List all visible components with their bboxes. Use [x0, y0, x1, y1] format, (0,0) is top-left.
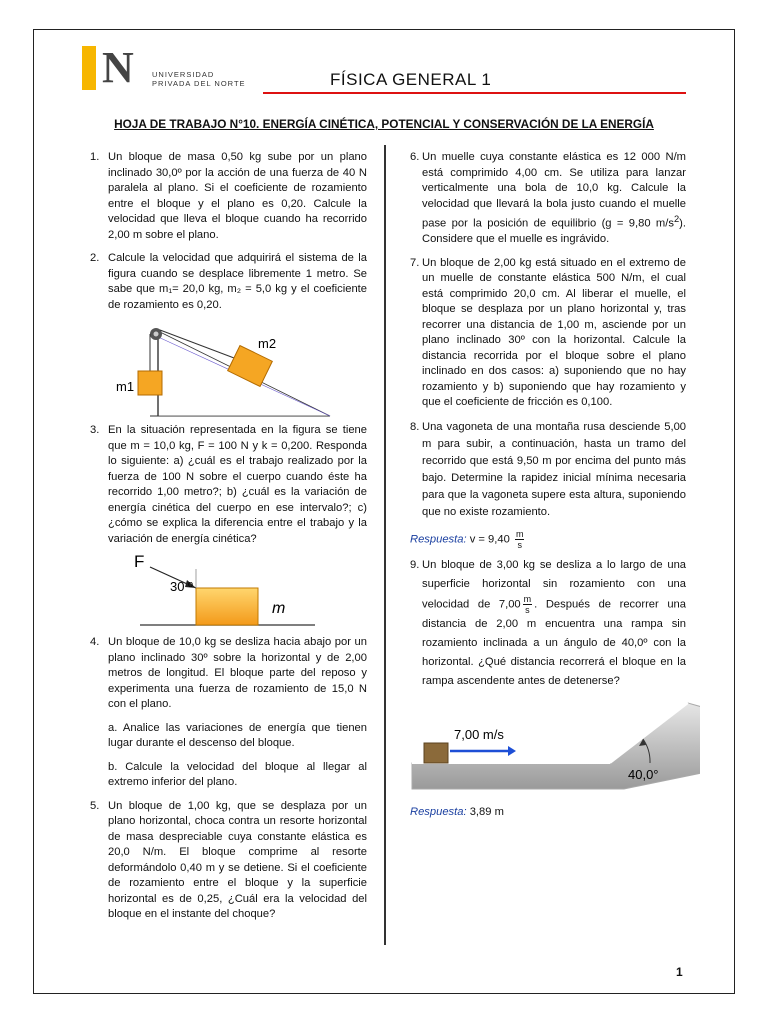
column-divider — [384, 145, 386, 945]
problem-9: 9. Un bloque de 3,00 kg se desliza a lo largo de una superficie horizontal sin rozamiento con una velocidad de 7,00 $\frac{m}{s}$ . Después de recorrer una distancia de 2,00 m encuentra una rampa sin rozamiento inclinada a un ángulo de 40,0º con la horizontal. ¿Qué distancia recorrerá el bloque en la rampa ascendente antes de detenerse? — [410, 558, 687, 687]
fig-label-m: m — [272, 600, 286, 617]
fig-label-m2: m2 — [258, 336, 277, 351]
problem-7: 7. Un bloque de 2,00 kg está situado en el extremo de un muelle de constante elástica 500 N/m, el cual está comprimido 20,0 cm. Al liberar el muelle, el bloque se desplaza por un plano horizontal y, tras recorrer una distancia de 1,00 m, asciende por un plano inclinado 30º con la horizontal. Calcule la distancia recorrida por el bloque sobre el plano inclinado en dos casos: a) suponiendo que no hay rozamiento y b) suponiendo que hay rozamiento y que el coeficiente de fricción es 0,100. — [410, 256, 686, 409]
fig-label-speed: 7,00 m/s — [454, 726, 504, 742]
header-rule — [263, 92, 686, 94]
problem-8-answer: Respuesta: v = 9,40 $\frac{m}{s}$ — [410, 528, 524, 550]
problem-4a: a. Analice las variaciones de energía que tienen lugar durante el descenso del bloque. — [108, 721, 367, 749]
figure-pulley-incline — [90, 321, 367, 423]
left-column — [90, 150, 367, 931]
problem-4: 4. Un bloque de 10,0 kg se desliza hacia abajo por un plano inclinado 30º sobre la horizontal y de 2,00 metros de longitud. El bloque parte del reposo y experimenta una fuerza de rozamiento de 15,0 N con el plano. — [90, 636, 367, 710]
figure-force-block — [90, 555, 367, 635]
problem-8: 8. Una vagoneta de una montaña rusa desciende 5,00 m para subir, a continuación, hasta un tramo del recorrido que está 9,50 m por encima del punto más bajo. Determine la rapidez inicial mínima necesaria para que la vagoneta supere esta altura, suponiendo que no existe rozamiento. — [410, 420, 687, 518]
problem-3: 3. En la situación representada en la figura se tiene que m = 10,0 kg, F = 100 N y k = 0,200. Responda lo siguiente: a) ¿cuál es el trabajo realizado por la fuerza de 100 N sobre el cuerpo cuando éste ha recorrido 1,00 metro?; b) ¿cuál es la variación de energía cinética del cuerpo en ese intervalo?; c) ¿cómo se explica la diferencia entre el trabajo y la variación de energía cinética? — [90, 424, 367, 545]
page-number: 1 — [676, 965, 683, 979]
problem-5: 5. Un bloque de 1,00 kg, que se desplaza por un plano horizontal, choca contra un resorte horizontal de masa despreciable cuya constante elástica es 20,0 N/m. El bloque comprime al resorte deformándolo 0,40 m y se detiene. Si el coeficiente de rozamiento entre el bloque y la superficie horizontal es de 0,25, ¿Cuál era la velocidad del bloque en el instante del choque? — [90, 799, 367, 920]
problem-9-answer: Respuesta: 3,89 m — [410, 805, 504, 818]
logo-text: UNIVERSIDAD PRIVADA DEL NORTE — [152, 70, 246, 88]
right-column — [410, 150, 686, 820]
course-title: FÍSICA GENERAL 1 — [330, 70, 492, 89]
logo-letter: N — [102, 43, 134, 92]
fig-label-F: F — [134, 555, 145, 571]
fig-label-m1: m1 — [116, 379, 135, 394]
problem-6: 6. Un muelle cuya constante elástica es 12 000 N/m está comprimido 4,00 cm. Se utiliza para lanzar verticalmente una bola de 10,0 kg. Calcule la velocidad que llevará la bola justo cuando el muelle pase por la posición de equilibrio (g = 9,80 $m/s^2$). Considere que el muelle es ingrávido. — [410, 151, 686, 246]
fig-label-angle: 30 º — [170, 579, 193, 594]
fig-label-ramp-angle: 40,0° — [628, 766, 659, 782]
university-logo — [82, 44, 252, 94]
sheet-title: HOJA DE TRABAJO N°10. ENERGÍA CINÉTICA, POTENCIAL Y CONSERVACIÓN DE LA ENERGÍA — [114, 117, 654, 131]
problem-1: 1. Un bloque de masa 0,50 kg sube por un plano inclinado 30,0º por la acción de una fuerza de 40 N paralela al plano. Si el coeficiente de rozamiento entre el bloque y el plano es 0,20. Calcule la velocidad que lleva el bloque cuando ha recorrido 2,00 m sobre el plano. — [90, 151, 367, 241]
problem-2: 2. Calcule la velocidad que adquirirá el sistema de la figura cuando se desplace libremente 1 metro. Se sabe que m₁= 20,0 kg, m₂ = 5,0 kg y el coeficiente de rozamiento es 0,20. — [90, 252, 367, 311]
problem-4b: b. Calcule la velocidad del bloque al llegar al extremo inferior del plano. — [108, 760, 367, 788]
figure-ramp — [410, 699, 686, 799]
logo-yellow-bar — [82, 46, 96, 90]
